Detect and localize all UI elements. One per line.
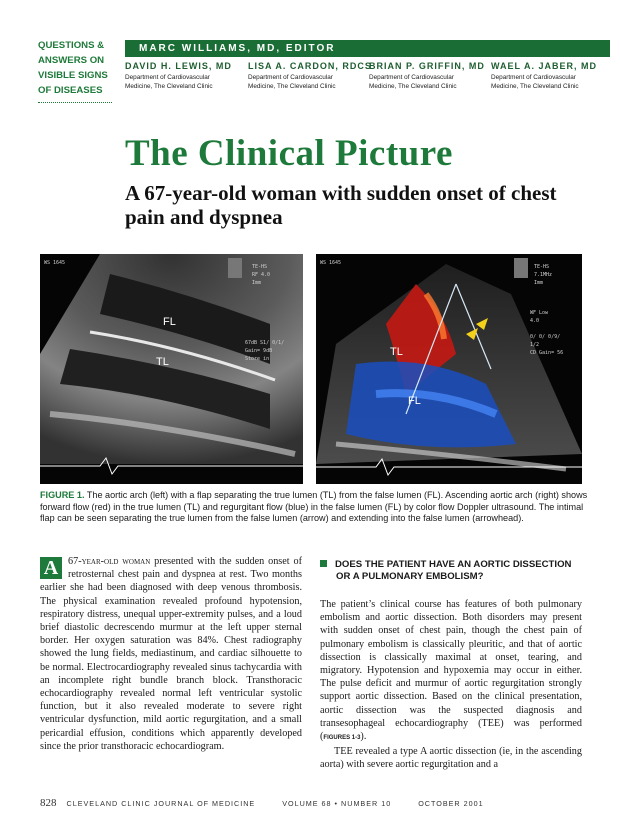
svg-text:7.1MHz: 7.1MHz [534,272,553,278]
label-true-lumen-right: TL [390,346,403,358]
affiliation-line: Department of Cardiovascular [125,74,210,81]
body-column-left [40,555,302,753]
question-heading-line: DOES THE PATIENT HAVE AN AORTIC DISSECTION [335,559,572,570]
section-label-line: OF DISEASES [38,85,103,96]
label-false-lumen-left: FL [163,316,176,328]
tee-paragraph: TEE revealed a type A aortic dissection (ie, in the ascending aorta) with severe aortic regurgitation and a [320,746,582,771]
author-block [491,61,611,91]
svg-text:WS 1645: WS 1645 [44,260,66,266]
section-label-line: QUESTIONS & [38,40,105,51]
heading-square-icon [320,560,327,567]
case-presentation-text: presented with the sudden onset of retrosternal chest pain and dyspnea at rest. Two months earlier she had been diagnosed with deep venous thrombosis. The physical examination revealed profound hypotension, respiratory distress, unequal upper-extremity pulses, and a loud brief diastolic decrescendo murmur at the left upper sternal border. Her oxygen saturation was 84%. Chest radiography showed the lung fields, mediastinum, and cardiac silhouette to be normal. Electrocardiography revealed sinus tachycardia with an incomplete right bundle branch block. Transthoracic echocardiography revealed normal left ventricular systolic function, but it also revealed moderate to severe right ventricular dysfunction, mild aortic regurgitation, and a small pericardial effusion, conditions which apparently developed since the prior transthoracic echocardiogram. [40,556,302,752]
figure-caption-text: The aortic arch (left) with a flap separating the true lumen (TL) from the false lumen (FL). Ascending aortic arch (right) shows forward flow (red) in the true lumen (TL) and regurgitant flow (blue) in the false lumen (FL) by color flow Doppler ultrasound. The intimal flap can be seen separating the true lumen from the false lumen (arrow) and extending into the false lumen (arrowhead). [40,490,588,523]
affiliation-line: Medicine, The Cleveland Clinic [125,83,213,90]
discussion-text: The patient’s clinical course has features of both pulmonary embolism and aortic dissection. Both disorders may present with sudden onset of chest pain, though the chest pain of pulmonary embolism is classically pleuritic, and that of aortic dissection is classically maximal at onset, tearing, and migratory. Hypotension and hypoxemia may occur in either. The pulse deficit and murmur of aortic regurgitation strongly support aortic dissection. Based on the clinical presentation, aortic dissection was the suspected diagnosis and transesophageal echocardiography (TEE) was performed ( [320,599,582,743]
question-heading-line: OR A PULMONARY EMBOLISM? [336,571,484,582]
editor-banner: MARC WILLIAMS, MD, EDITOR [125,40,610,57]
author-block [248,61,372,91]
discussion-text-end: ). [360,731,367,743]
svg-text:TE-HS: TE-HS [534,264,550,270]
section-label-line: VISIBLE SIGNS [38,70,108,81]
section-label [38,38,120,98]
affiliation-line: Medicine, The Cleveland Clinic [491,83,579,90]
svg-text:WS 1645: WS 1645 [320,260,342,266]
issue-date: OCTOBER 2001 [418,799,484,808]
svg-text:Imm: Imm [534,280,544,286]
svg-text:RF 4.0: RF 4.0 [252,272,271,278]
journal-name: CLEVELAND CLINIC JOURNAL OF MEDICINE [66,799,256,808]
affiliation-line: Medicine, The Cleveland Clinic [369,83,457,90]
drop-cap: A [40,557,62,579]
affiliation-line: Medicine, The Cleveland Clinic [248,83,336,90]
affiliation-line: Department of Cardiovascular [369,74,454,81]
label-false-lumen-right: FL [408,395,421,407]
author-affiliation [491,73,611,91]
svg-text:TE-HS: TE-HS [252,264,268,270]
figure-caption-label: FIGURE 1. [40,490,85,500]
opening-words: 67-year-old woman [68,556,151,567]
svg-text:0/ 0/ 0/9/: 0/ 0/ 0/9/ [530,334,561,340]
author-name: LISA A. CARDON, RDCS [248,61,372,71]
echo-image-right [316,254,582,484]
author-name: DAVID H. LEWIS, MD [125,61,232,71]
label-true-lumen-left: TL [156,356,169,368]
author-affiliation [369,73,489,91]
svg-text:Gain= 9dB: Gain= 9dB [245,348,273,354]
svg-text:1/2: 1/2 [530,342,540,348]
page-footer [40,797,484,809]
echo-image-left [40,254,303,484]
figure-caption [40,490,588,525]
figure-reference: FIGURES 1-3 [323,735,361,742]
author-name: BRIAN P. GRIFFIN, MD [369,61,485,71]
discussion-paragraph [320,599,582,742]
svg-text:WF Low: WF Low [530,310,549,316]
svg-text:Store in: Store in [245,356,270,362]
svg-text:4.0: 4.0 [530,318,540,324]
svg-text:Imm: Imm [252,280,262,286]
affiliation-line: Department of Cardiovascular [248,74,333,81]
author-block [125,61,245,91]
page-number: 828 [40,797,57,809]
body-column-right [320,598,582,772]
author-name: WAEL A. JABER, MD [491,61,598,71]
volume-issue: VOLUME 68 • NUMBER 10 [282,799,392,808]
author-affiliation [125,73,245,91]
svg-text:67dB S1/ 0/1/: 67dB S1/ 0/1/ [245,340,285,346]
affiliation-line: Department of Cardiovascular [491,74,576,81]
article-subtitle: A 67-year-old woman with sudden onset of chest pain and dyspnea [125,181,557,229]
section-divider [38,102,112,103]
svg-text:CD Gain= 56: CD Gain= 56 [530,350,564,356]
author-block [369,61,489,91]
question-heading [320,559,582,583]
section-label-line: ANSWERS ON [38,55,105,66]
author-affiliation [248,73,368,91]
article-title: The Clinical Picture [125,133,453,174]
